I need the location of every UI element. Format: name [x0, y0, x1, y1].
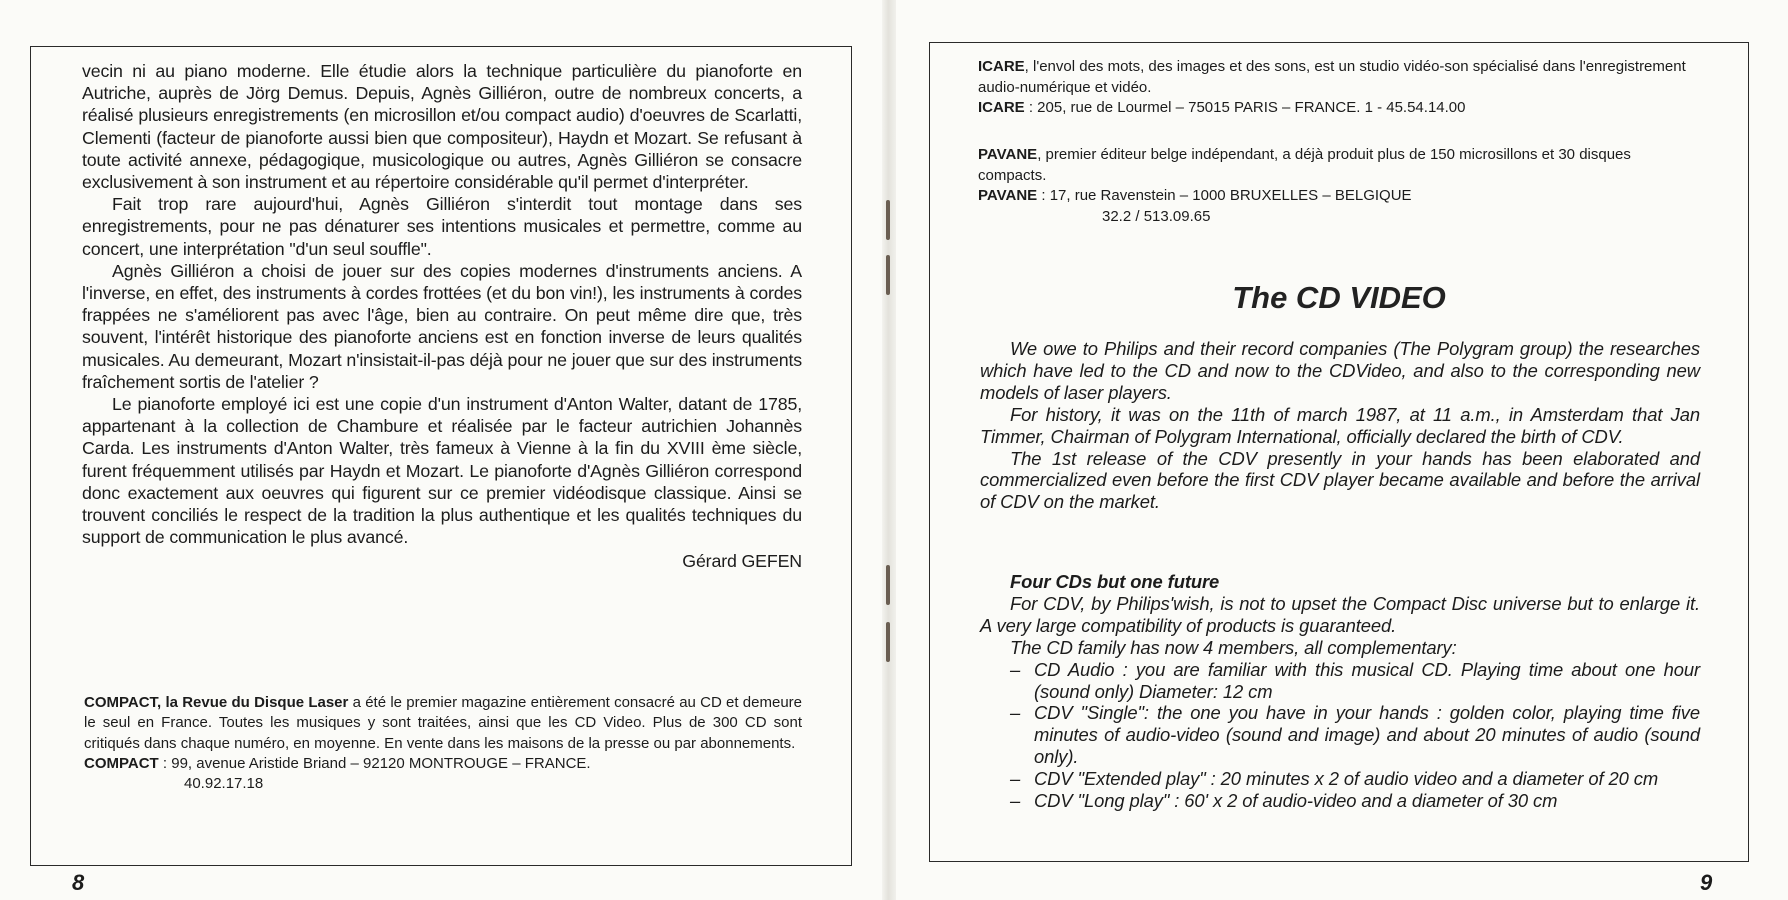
staple-bottom-icon: [886, 565, 890, 605]
paragraph: Le pianoforte employé ici est une copie d'un instrument d'Anton Walter, datant de 1785, appartenant à la collection de Chambure et réalisée par le facteur autrichien Johannès Carda. Les instruments d'Anton Walter, très fameux à Vienne à la fin du XVIII ème siècle, furent fréquemment utilisés par Haydn et Mozart. Le pianoforte d'Agnès Gilliéron correspond donc exactement aux oeuvres qui figurent sur ce premier vidéodisque classique. Ainsi se trouvent conciliés le respect de la tradition la plus authentique et les qualités techniques du support de communication le plus avancé.: [82, 394, 802, 548]
pavane-phone: 32.2 / 513.09.65: [1102, 207, 1211, 225]
staple-top-icon: [886, 200, 890, 240]
book-gutter: [882, 0, 896, 900]
compact-name: COMPACT, la Revue du Disque Laser: [84, 694, 349, 711]
compact-address-label: COMPACT: [84, 754, 159, 772]
page-number-right: 9: [1700, 870, 1713, 895]
paragraph: Fait trop rare aujourd'hui, Agnès Gilliéron s'interdit tout montage dans ses enregistrements, pour ne pas dénaturer ses intentions musicales et permettre, comme au concert, une interprétation "d'un seul souffle".: [82, 194, 802, 259]
pavane-notice: [978, 145, 1698, 227]
biography-text: [82, 60, 802, 573]
icare-address: : 205, rue de Lourmel – 75015 PARIS – FRANCE. 1 - 45.54.14.00: [1024, 99, 1466, 116]
paragraph: vecin ni au piano moderne. Elle étudie alors la technique particulière du pianoforte en Autriche, auprès de Jörg Demus. Depuis, Agnès Gilliéron, outre de nombreux concerts, a réalisé plusieurs enregistrements (en microsillon et/ou compact audio) d'oeuvres de Scarlatti, Clementi (facteur de pianoforte aussi bien que compositeur), Haydn et Mozart. Se refusant à toute activité annexe, pédagogique, musicologique ou autres, Agnès Gilliéron se consacre exclusivement à son instrument et au répertoire considérable qu'il permet d'interpréter.: [82, 61, 802, 193]
icare-name: ICARE: [978, 58, 1025, 75]
staple-bottom-lower-icon: [886, 622, 890, 662]
subheading: Four CDs but one future: [1010, 571, 1220, 592]
page-number-left: 8: [72, 870, 85, 895]
staple-top-lower-icon: [886, 255, 890, 295]
cd-members-list: [980, 659, 1700, 812]
four-cds-section: [980, 571, 1700, 812]
pavane-address: : 17, rue Ravenstein – 1000 BRUXELLES – BELGIQUE: [1037, 187, 1412, 204]
icare-address-label: ICARE: [978, 99, 1025, 116]
paragraph: We owe to Philips and their record companies (The Polygram group) the researches which have led to the CD and now to the CDVideo, and also to the corresponding new models of laser players.: [980, 338, 1700, 403]
paragraph: For history, it was on the 11th of march 1987, at 11 a.m., in Amsterdam that Jan Timmer, Chairman of Polygram International, officially declared the birth of CDV.: [980, 403, 1700, 447]
compact-phone: 40.92.17.18: [184, 775, 264, 793]
list-item: – CD Audio : you are familiar with this musical CD. Playing time about one hour (sound only) Diameter: 12 cm: [1010, 659, 1700, 703]
paragraph: Agnès Gilliéron a choisi de jouer sur des copies modernes d'instruments anciens. A l'inverse, en effet, des instruments à cordes frottées (et du bon vin!), les instruments à cordes frappées ne s'améliorent pas avec l'âge, bien au contraire. On peut même dire que, très souvent, l'intérêt historique des pianoforte anciens est en fonction inverse de leurs qualités musicales. Au demeurant, Mozart n'insistait-il-pas déjà pour ne jouer que sur des instruments fraîchement sortis de l'atelier ?: [82, 260, 802, 392]
icare-notice: [978, 57, 1698, 119]
compact-address: : 99, avenue Aristide Briand – 92120 MONTROUGE – FRANCE.: [158, 754, 591, 772]
compact-magazine-notice: [84, 693, 802, 794]
section-title: The CD VIDEO: [1232, 280, 1446, 315]
author-signature: Gérard GEFEN: [682, 551, 802, 572]
icare-description: , l'envol des mots, des images et des sons, est un studio vidéo-son spécialisé dans l'enregistrement audio-numérique et vidéo.: [978, 58, 1686, 96]
list-item: – CDV "Extended play" : 20 minutes x 2 of audio video and a diameter of 20 cm: [1010, 768, 1700, 790]
pavane-description: , premier éditeur belge indépendant, a déjà produit plus de 150 microsillons et 30 disques compacts.: [978, 146, 1631, 184]
paragraph: For CDV, by Philips'wish, is not to upset the Compact Disc universe but to enlarge it. A very large compatibility of products is guaranteed.: [980, 592, 1700, 636]
paragraph: The 1st release of the CDV presently in your hands has been elaborated and commercialized even before the first CDV player became available and before the arrival of CDV on the market.: [980, 447, 1700, 513]
compact-description: a été le premier magazine entièrement consacré au CD et demeure le seul en France. Toutes les musiques y sont traitées, ainsi que les CD Video. Plus de 300 CD sont critiqués dans chaque numéro, en moyenne. En vente dans les maisons de la presse ou par abonnements.: [84, 694, 803, 752]
cd-video-intro: [980, 338, 1700, 513]
pavane-name: PAVANE: [978, 146, 1038, 163]
list-item: – CDV "Single": the one you have in your hands : golden color, playing time five minutes of audio-video (sound and image) and about 20 minutes of audio (sound only).: [1010, 702, 1700, 768]
list-item: – CDV "Long play" : 60' x 2 of audio-video and a diameter of 30 cm: [1010, 790, 1700, 812]
paragraph: The CD family has now 4 members, all complementary:: [1010, 636, 1457, 658]
pavane-address-label: PAVANE: [978, 187, 1038, 204]
